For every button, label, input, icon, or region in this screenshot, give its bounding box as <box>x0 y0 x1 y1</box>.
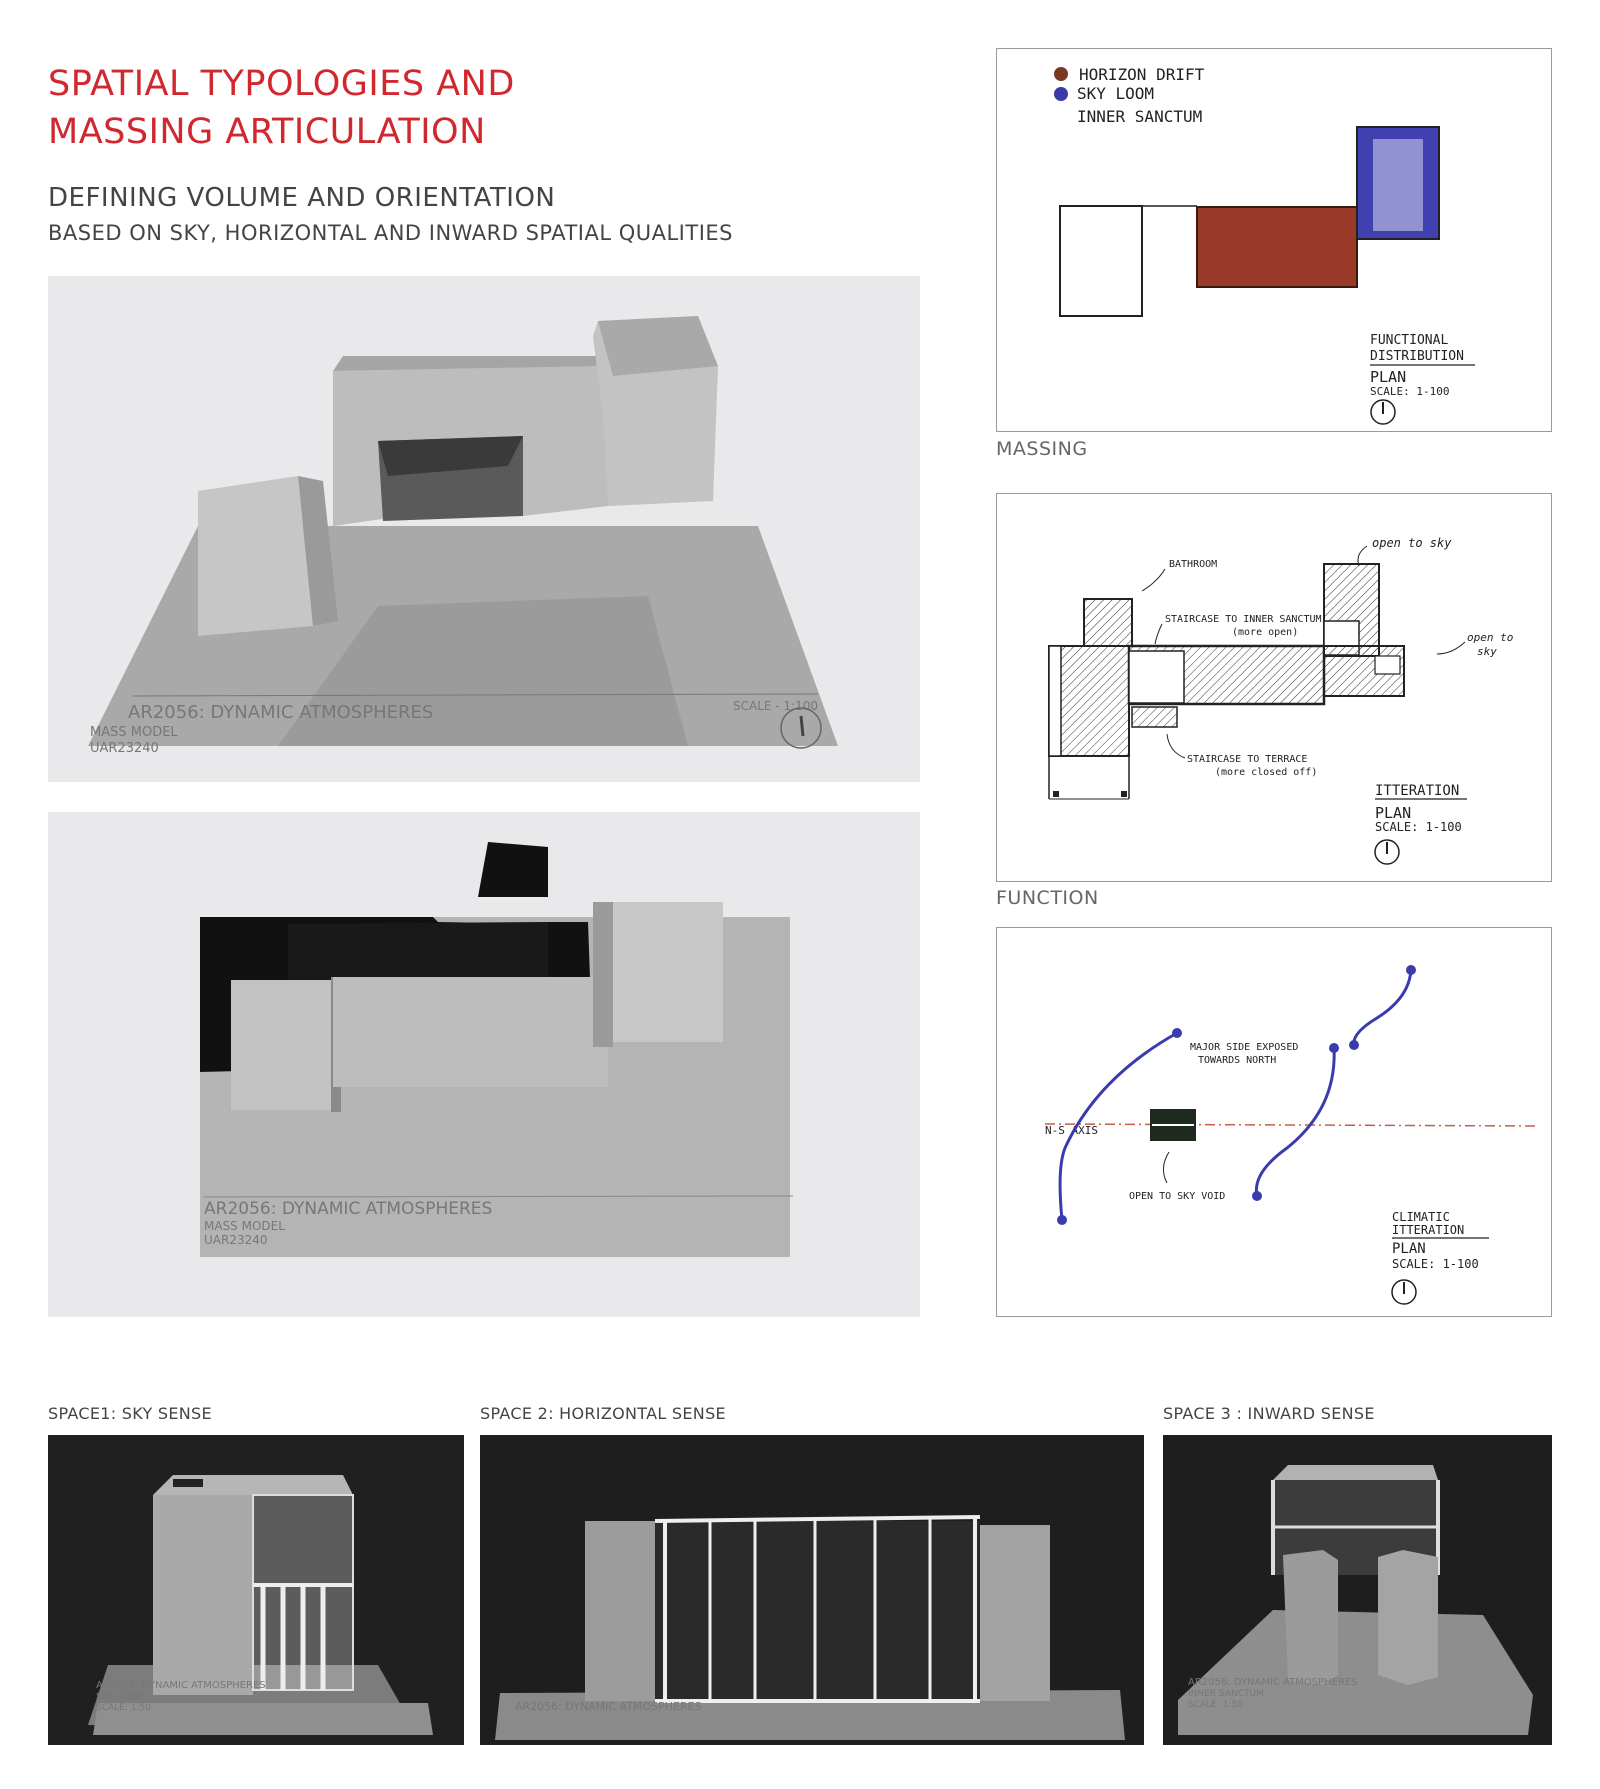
legend-dot-horizon-drift <box>1054 67 1068 81</box>
subtitle-primary: DEFINING VOLUME AND ORIENTATION <box>48 183 556 213</box>
label-open-to-sky-1: open to sky <box>1372 536 1452 550</box>
model-course-label: AR2056: DYNAMIC ATMOSPHERES <box>128 702 434 723</box>
space-3-plate-line3: SCALE: 1:50 <box>1188 1700 1243 1710</box>
massing-note-line1: FUNCTIONAL <box>1370 333 1449 348</box>
legend-horizon-drift: HORIZON DRIFT <box>1079 65 1205 84</box>
climatic-note-line2: ITTERATION <box>1392 1223 1465 1237</box>
legend-sky-loom: SKY LOOM <box>1077 84 1155 103</box>
space-1-plate-line1: AR2056: DYNAMIC ATMOSPHERES <box>96 1680 266 1691</box>
massing-note-line2: DISTRIBUTION <box>1370 349 1464 364</box>
subtitle-secondary: BASED ON SKY, HORIZONTAL AND INWARD SPATIAL QUALITIES <box>48 221 733 245</box>
space-2-label: SPACE 2: HORIZONTAL SENSE <box>480 1404 726 1423</box>
label-open-to-sky-2a: open to <box>1467 631 1514 644</box>
model-type-label: MASS MODEL <box>90 725 178 740</box>
legend-inner-sanctum: INNER SANCTUM <box>1077 107 1203 126</box>
function-note-label: ITTERATION <box>1375 783 1460 799</box>
mass-model-perspective-drawing <box>48 276 920 782</box>
mass-model-perspective-photo <box>48 276 920 782</box>
massing-plan-drawing <box>997 49 1550 430</box>
title-line-1: SPATIAL TYPOLOGIES AND <box>48 64 515 104</box>
function-plan-label: PLAN <box>1375 804 1412 822</box>
label-open-sky-void: OPEN TO SKY VOID <box>1129 1191 1226 1202</box>
mass-model-top-photo <box>48 812 920 1317</box>
massing-scale-label: SCALE: 1-100 <box>1370 385 1450 398</box>
top-model-course-label: AR2056: DYNAMIC ATMOSPHERES <box>204 1199 493 1219</box>
axis-label: N-S AXIS <box>1045 1124 1098 1137</box>
climatic-scale-label: SCALE: 1-100 <box>1392 1257 1479 1271</box>
space-1-plate-line3: SCALE: 1:50 <box>96 1703 151 1713</box>
model-scale-label: SCALE - 1:100 <box>733 699 819 713</box>
space-2-horizontal-sense-photo <box>480 1435 1144 1745</box>
space-2-plate-line1: AR2056: DYNAMIC ATMOSPHERES <box>515 1700 702 1713</box>
space-3-model-drawing <box>1163 1435 1552 1745</box>
top-model-id-label: UAR23240 <box>204 1233 268 1247</box>
climatic-plan-drawing <box>997 928 1550 1315</box>
massing-caption: MASSING <box>996 438 1088 460</box>
label-stair-inner-2: (more open) <box>1232 627 1299 638</box>
north-south-axis-line <box>1045 1124 1537 1126</box>
page-title <box>48 60 515 156</box>
top-model-type-label: MASS MODEL <box>204 1219 285 1233</box>
space-3-plate-line2: INNER SANCTUM <box>1188 1689 1264 1699</box>
label-open-to-sky-2b: sky <box>1477 645 1497 658</box>
space-1-plate-line2: SKY LOOM <box>96 1692 143 1702</box>
climatic-note-line1: CLIMATIC <box>1392 1210 1450 1224</box>
function-plan-drawing <box>997 494 1550 880</box>
space-3-inward-sense-photo <box>1163 1435 1552 1745</box>
function-scale-label: SCALE: 1-100 <box>1375 820 1462 834</box>
legend-dot-sky-loom <box>1054 87 1068 101</box>
label-major-side-1: MAJOR SIDE EXPOSED <box>1190 1042 1299 1053</box>
function-sketch-panel <box>996 493 1552 882</box>
climatic-sketch-panel <box>996 927 1552 1317</box>
space-1-sky-sense-photo <box>48 1435 464 1745</box>
model-id-label: UAR23240 <box>90 741 159 756</box>
title-line-2: MASSING ARTICULATION <box>48 112 486 152</box>
label-bathroom: BATHROOM <box>1169 559 1218 570</box>
space-2-model-drawing <box>480 1435 1144 1745</box>
space-1-label: SPACE1: SKY SENSE <box>48 1404 212 1423</box>
label-major-side-2: TOWARDS NORTH <box>1198 1055 1277 1066</box>
label-stair-terrace-1: STAIRCASE TO TERRACE <box>1187 754 1308 765</box>
space-3-label: SPACE 3 : INWARD SENSE <box>1163 1404 1375 1423</box>
label-stair-inner-1: STAIRCASE TO INNER SANCTUM <box>1165 614 1322 625</box>
mass-model-top-drawing <box>48 812 920 1317</box>
climatic-plan-label: PLAN <box>1392 1241 1426 1257</box>
function-caption: FUNCTION <box>996 887 1099 909</box>
massing-sketch-panel <box>996 48 1552 432</box>
massing-plan-label: PLAN <box>1370 368 1407 386</box>
space-3-plate-line1: AR2056: DYNAMIC ATMOSPHERES <box>1188 1677 1358 1688</box>
space-1-model-drawing <box>48 1435 464 1745</box>
label-stair-terrace-2: (more closed off) <box>1215 767 1318 778</box>
